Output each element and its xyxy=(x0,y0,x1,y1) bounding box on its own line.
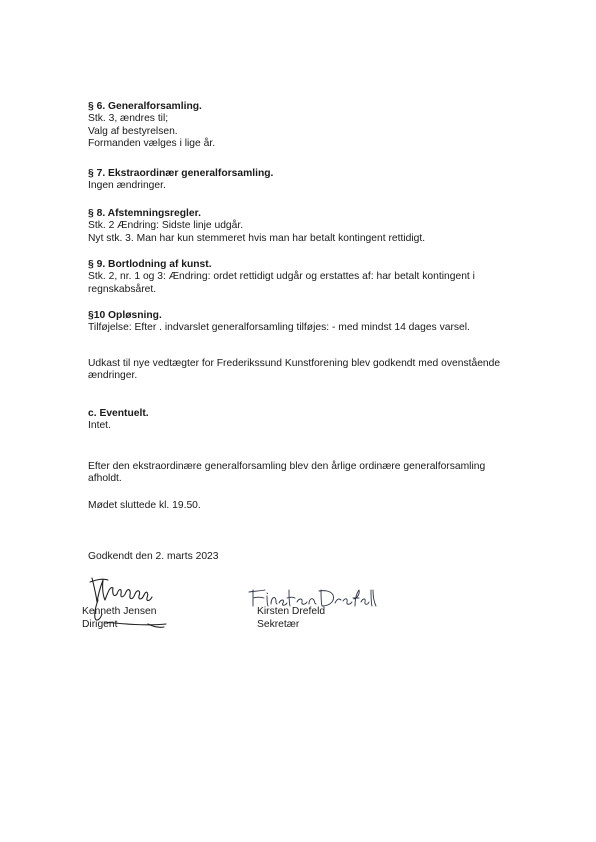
section-line: Stk. 2 Ændring: Sidste linje udgår. xyxy=(88,220,244,232)
signer-name: Kenneth Jensen xyxy=(82,606,157,617)
section-line: Valg af bestyrelsen. xyxy=(88,125,178,137)
section-heading: c. Eventuelt. xyxy=(88,408,149,419)
extra-meeting-paragraph xyxy=(88,461,485,486)
section-line: regnskabsåret. xyxy=(88,283,157,295)
section-heading: § 9. Bortlodning af kunst. xyxy=(88,259,212,270)
section-line: Ingen ændringer. xyxy=(88,180,166,192)
signature-block-left xyxy=(82,605,156,631)
section-heading: § 6. Generalforsamling. xyxy=(88,101,202,112)
section-line: Nyt stk. 3. Man har kun stemmeret hvis man har betalt kontingent rettidigt. xyxy=(88,232,426,244)
section-8 xyxy=(88,208,425,245)
signer-role: Dirigent xyxy=(82,619,118,630)
section-line: Stk. 2, nr. 1 og 3: Ændring: ordet rettidigt udgår og erstattes af: har betalt kontingent i xyxy=(88,271,475,283)
section-heading: §10 Opløsning. xyxy=(88,310,162,321)
signer-role: Sekretær xyxy=(257,619,300,630)
signature-block-right xyxy=(257,605,325,631)
draft-approval-paragraph xyxy=(88,358,500,383)
closing-line: Mødet sluttede kl. 19.50. xyxy=(88,500,201,511)
section-6 xyxy=(88,101,215,151)
paragraph-line: ændringer. xyxy=(88,370,138,382)
approval-date: Godkendt den 2. marts 2023 xyxy=(88,551,219,562)
section-line: Formanden vælges i lige år. xyxy=(88,138,216,150)
section-line: Tilføjelse: Efter . indvarslet generalforsamling tilføjes: - med mindst 14 dages varsel. xyxy=(88,322,470,334)
section-line: Intet. xyxy=(88,420,111,432)
section-heading: § 8. Afstemningsregler. xyxy=(88,208,201,219)
signer-name: Kirsten Drefeld xyxy=(257,606,326,617)
section-7 xyxy=(88,168,273,193)
section-line: Stk. 3, ændres til; xyxy=(88,113,169,125)
section-heading: § 7. Ekstraordinær generalforsamling. xyxy=(88,168,274,179)
paragraph-line: Efter den ekstraordinære generalforsamling blev den årlige ordinære generalforsamling xyxy=(88,461,486,472)
section-9 xyxy=(88,259,475,296)
paragraph-line: Udkast til nye vedtægter for Frederikssund Kunstforening blev godkendt med ovenstående xyxy=(88,358,501,369)
paragraph-line: afholdt. xyxy=(88,473,122,485)
section-10 xyxy=(88,310,470,335)
section-miscellaneous xyxy=(88,408,149,433)
